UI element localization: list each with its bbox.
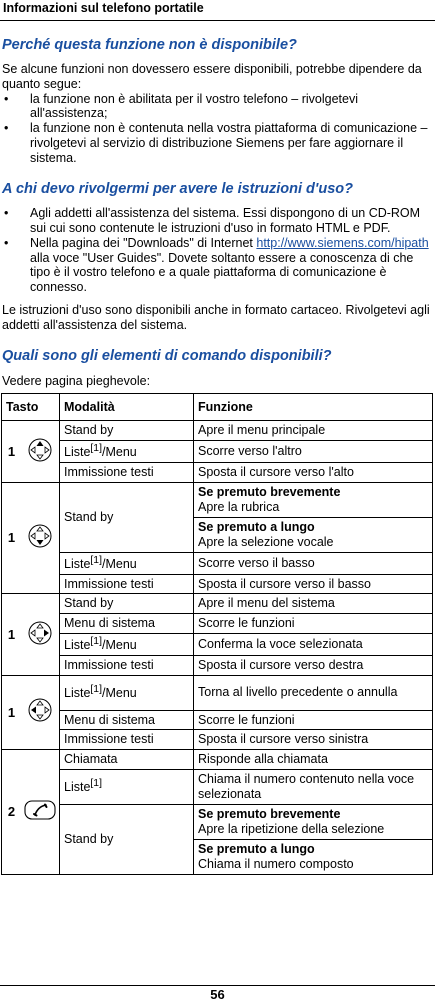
controls-table — [1, 393, 433, 874]
list-item: • la funzione non è contenuta nella vostra piattaforma di comunicazione – rivolgetevi al servizio di distribuzione Siemens per fare aggiornare il sistema. — [0, 121, 433, 165]
manuals-list — [0, 206, 433, 295]
section-heading-controls: Quali sono gli elementi di comando disponibili? — [2, 348, 332, 365]
table-row: Liste[1] Chiama il numero contenuto nella voce selezionata — [2, 769, 433, 804]
page-content — [0, 37, 433, 875]
list-item: • Agli addetti all'assistenza del sistema. Essi dispongono di un CD-ROM sui cui sono contenute le istruzioni d'uso in formato HTML e PDF. — [0, 206, 433, 236]
nav-key-down-icon — [21, 482, 60, 594]
col-header-key: Tasto — [2, 394, 60, 421]
table-row: Liste[1]/Menu Scorre verso il basso — [2, 552, 433, 574]
section-paragraph: Le istruzioni d'uso sono disponibili anche in formato cartaceo. Rivolgetevi agli addetti all'assistenza del sistema. — [2, 302, 430, 332]
table-row: Immissione testi Sposta il cursore verso l'alto — [2, 462, 433, 482]
nav-key-right-icon — [21, 594, 60, 675]
table-row: Immissione testi Sposta il cursore verso il basso — [2, 574, 433, 594]
hipath-link[interactable]: http://www.siemens.com/hipath — [256, 235, 429, 250]
reasons-list — [0, 92, 433, 166]
table-header-row — [2, 394, 433, 421]
table-row: Liste[1]/Menu Scorre verso l'altro — [2, 441, 433, 463]
page-number: 56 — [210, 987, 225, 1002]
section-intro: Se alcune funzioni non dovessero essere disponibili, potrebbe dipendere da quanto segue: — [2, 62, 422, 91]
key-number: 1 — [2, 594, 22, 675]
nav-key-left-icon — [21, 675, 60, 750]
running-header-title: Informazioni sul telefono portatile — [3, 1, 204, 15]
section-heading-manuals: A chi devo rivolgermi per avere le istruzioni d'uso? — [2, 181, 354, 198]
table-row: Immissione testi Sposta il cursore verso sinistra — [2, 730, 433, 750]
table-row: Menu di sistema Scorre le funzioni — [2, 614, 433, 634]
table-row: Stand by Se premuto brevemente Apre la ripetizione della selezione — [2, 804, 433, 839]
list-item: • Nella pagina dei "Downloads" di Internet http://www.siemens.com/hipath alla voce "User Guides". Dovete soltanto essere a conoscenza di che tipo è il vostro telefono e a quale piattaforma di comunicazione è connesso. — [0, 236, 433, 295]
list-item: • la funzione non è abilitata per il vostro telefono – rivolgetevi all'assistenza; — [0, 92, 433, 122]
key-number: 1 — [2, 482, 22, 594]
header-divider — [0, 20, 435, 21]
call-key-icon — [21, 750, 60, 875]
section-intro: Vedere pagina pieghevole: — [2, 373, 151, 388]
table-row: Se premuto a lungo Apre la selezione vocale — [2, 517, 433, 552]
table-row: 1 Liste[1]/Menu Torna al livello precedente o annulla — [2, 675, 433, 710]
table-row: 1 Stand by Apre il menu del sistema — [2, 594, 433, 614]
col-header-mode: Modalità — [60, 394, 194, 421]
table-row: Immissione testi Sposta il cursore verso destra — [2, 655, 433, 675]
table-row: 1 Stand by Apre il menu principale — [2, 421, 433, 441]
table-row: 1 Stand by Se premuto brevemente Apre la rubrica — [2, 482, 433, 517]
section-heading-unavailable: Perché questa funzione non è disponibile? — [2, 37, 297, 53]
table-row: Liste[1]/Menu Conferma la voce selezionata — [2, 633, 433, 655]
table-row: Menu di sistema Scorre le funzioni — [2, 710, 433, 730]
footer-divider — [0, 985, 435, 986]
key-number: 1 — [2, 421, 22, 482]
col-header-function: Funzione — [194, 394, 433, 421]
nav-key-up-icon — [21, 421, 60, 482]
table-row: 2 Chiamata Risponde alla chiamata — [2, 750, 433, 770]
running-header — [0, 0, 435, 18]
key-number: 1 — [2, 675, 22, 750]
key-number: 2 — [2, 750, 22, 875]
table-row: Se premuto a lungo Chiama il numero composto — [2, 839, 433, 874]
